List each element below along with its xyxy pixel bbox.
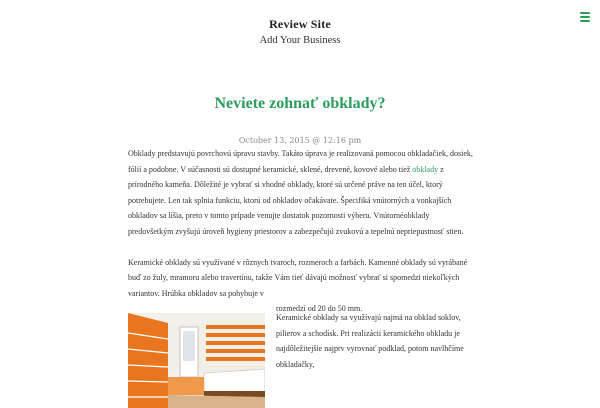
paragraph-2-tail: rozmedzí od 20 do 50 mm. [276, 304, 363, 314]
post-title[interactable]: Neviete zohnať obklady? [214, 95, 386, 112]
site-header [0, 0, 600, 48]
paragraph-1-text-b: z prírodného kameňa. Dôležité je vybrať si vhodné obklady, ktoré sú určené práve na ten účel, ktorý potrebujete. Len tak splnia funkciu, ktorú od obkladov očakávate. Špecifiká vnútorných a vonkajších obkladov sa líšia, preto v tomto prípade venujte dostatok pozornosti výberu. Vnútornéobklady predovšetkým zvyšujú úroveň hygieny priestorov a zabezpečujú zvukovú a tepelnú nepriepustnosť stien. [128, 164, 464, 236]
site-tagline: Add Your Business [259, 35, 341, 46]
entry-content [128, 146, 474, 317]
hamburger-menu-icon[interactable] [580, 12, 590, 22]
paragraph-2-text: Keramické obklady sú využívané v rôznych tvaroch, rozmeroch a farbách. Kamenné obklady sú vyrábané buď zo žuly, mramoru alebo travertínu, takže Vám tieť dávajú možnosť vybrať si spomedzi niekoľkých variantov. Hrúbka obkladov sa pohybuje v [128, 257, 468, 298]
paragraph-2 [128, 255, 474, 302]
bathroom-image [128, 313, 265, 408]
site-title[interactable]: Review Site [269, 17, 331, 31]
post-date: October 13, 2015 @ 12:16 pm [238, 136, 362, 145]
paragraph-1-text-a: Obklady predstavujú povrchovú úpravu stavby. Takáto úprava je realizovaná pomocou obkladačiek, dosiek, fólií a podobne. V súčasnosti sú dostupné keramické, sklené, drevené, kovové alebo tiež [128, 149, 473, 174]
paragraph-3-text: Keramické obklady sa využívajú najmä na obklad soklov, pilierov a schodísk. Pri realizácii keramického obkladu je najdôležitejšie najprv vyrovnať podklad, potom navlhčíme obkladačky, [276, 313, 464, 369]
paragraph-1 [128, 146, 474, 240]
paragraph-3 [276, 310, 476, 382]
obklady-link[interactable]: obklady [412, 164, 439, 174]
